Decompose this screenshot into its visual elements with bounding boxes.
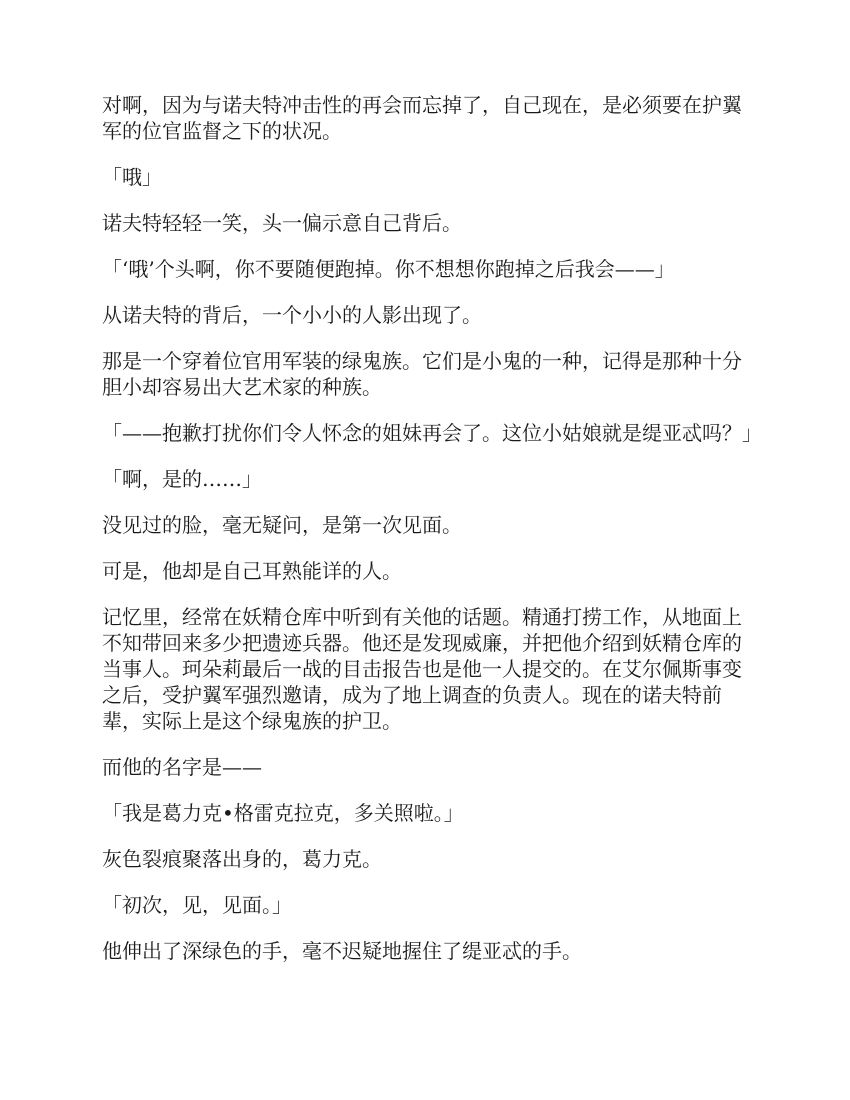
- paragraph: 而他的名字是——: [102, 755, 262, 779]
- paragraph: 那是一个穿着位官用军装的绿鬼族。它们是小鬼的一种，记得是那种十分胆小却容易出大艺术家的种族。: [102, 349, 742, 399]
- paragraph: 「啊，是的……」: [102, 467, 262, 491]
- paragraph: 没见过的脸，毫无疑问，是第一次见面。: [102, 513, 462, 537]
- paragraph: 「哦」: [102, 165, 162, 189]
- paragraph: 诺夫特轻轻一笑，头一偏示意自己背后。: [102, 211, 462, 235]
- paragraph: 「——抱歉打扰你们令人怀念的姐妹再会了。这位小姑娘就是缇亚忒吗？」: [102, 421, 762, 445]
- paragraph: 他伸出了深绿色的手，毫不迟疑地握住了缇亚忒的手。: [102, 939, 582, 963]
- paragraph: 「我是葛力克•格雷克拉克，多关照啦。」: [102, 801, 464, 825]
- paragraph: 记忆里，经常在妖精仓库中听到有关他的话题。精通打捞工作，从地面上不知带回来多少把遗迹兵器。他还是发现威廉，并把他介绍到妖精仓库的当事人。珂朵莉最后一战的目击报告也是他一人提交的。在艾尔佩斯事变之后，受护翼军强烈邀请，成为了地上调查的负责人。现在的诺夫特前辈，实际上是这个绿鬼族的护卫。: [102, 605, 742, 733]
- document-page: [102, 92, 762, 984]
- paragraph: 「‘哦’个头啊，你不要随便跑掉。你不想想你跑掉之后我会——」: [102, 257, 675, 281]
- paragraph: 灰色裂痕聚落出身的，葛力克。: [102, 847, 382, 871]
- paragraph: 可是，他却是自己耳熟能详的人。: [102, 559, 402, 583]
- paragraph: 对啊，因为与诺夫特冲击性的再会而忘掉了，自己现在，是必须要在护翼军的位官监督之下的状况。: [102, 93, 742, 143]
- paragraph: 「初次，见，见面。」: [102, 893, 292, 917]
- paragraph: 从诺夫特的背后，一个小小的人影出现了。: [102, 303, 482, 327]
